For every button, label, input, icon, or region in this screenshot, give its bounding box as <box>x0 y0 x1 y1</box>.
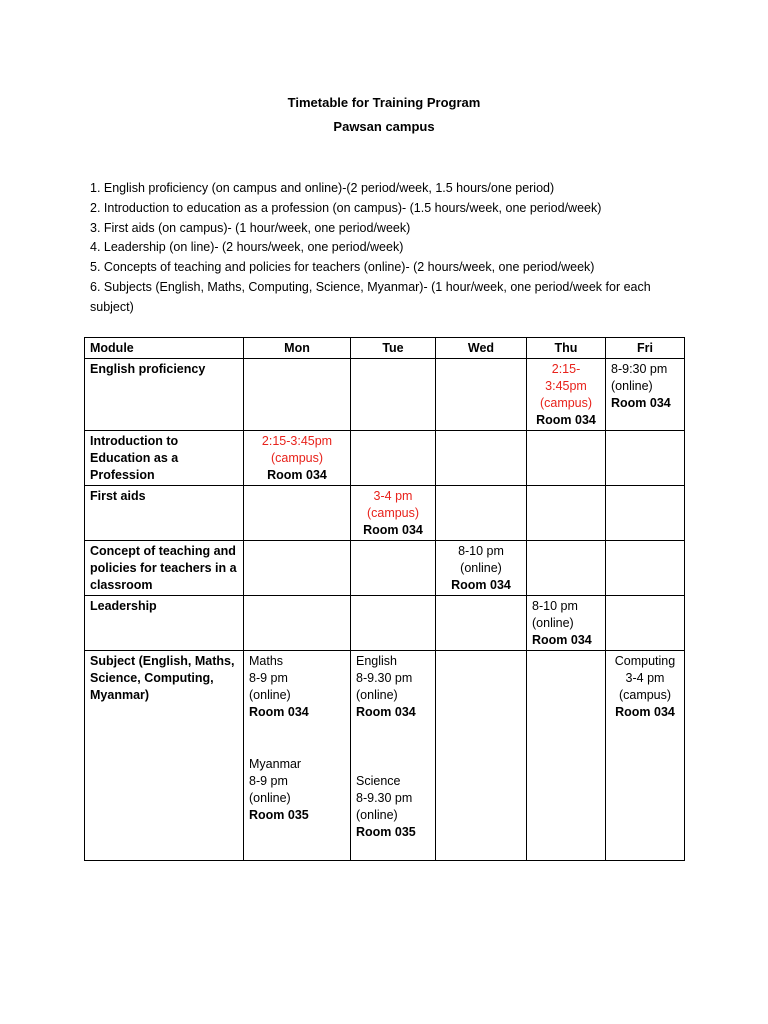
empty-cell <box>436 596 527 651</box>
session-room: Room 034 <box>356 705 416 719</box>
session-cell <box>527 359 606 431</box>
empty-cell <box>244 541 351 596</box>
session-time: 8-9 pm <box>249 774 288 788</box>
empty-cell <box>351 541 436 596</box>
header-mon: Mon <box>244 338 351 359</box>
empty-cell <box>244 359 351 431</box>
timetable <box>84 337 685 861</box>
session-room: Room 034 <box>615 705 675 719</box>
session-mode: (online) <box>611 379 653 393</box>
session-cell <box>244 431 351 486</box>
session-time: 2:15-3:45pm <box>261 434 333 448</box>
session-subject: Science <box>356 774 401 788</box>
session-mode: (online) <box>532 616 574 630</box>
header-fri: Fri <box>606 338 685 359</box>
empty-cell <box>351 596 436 651</box>
session-time: 8-9.30 pm <box>356 671 413 685</box>
session-mode: (online) <box>460 561 502 575</box>
empty-cell <box>244 596 351 651</box>
header-module: Module <box>85 338 244 359</box>
module-cell: Concept of teaching and policies for teachers in a classroom <box>85 541 244 596</box>
session-room: Room 034 <box>267 468 327 482</box>
table-header-row <box>85 338 685 359</box>
session-subject: Myanmar <box>249 757 302 771</box>
session-room: Room 034 <box>532 633 592 647</box>
empty-cell <box>606 431 685 486</box>
session-time: 8-10 pm <box>458 544 504 558</box>
session-cell <box>351 486 436 541</box>
empty-cell <box>606 486 685 541</box>
session-time: 8-10 pm <box>532 599 578 613</box>
session-cell <box>436 541 527 596</box>
module-cell: Leadership <box>85 596 244 651</box>
document-subtitle: Pawsan campus <box>333 119 435 134</box>
session-room: Room 034 <box>536 413 596 427</box>
session-room: Room 034 <box>451 578 511 592</box>
session-mode: (online) <box>249 688 291 702</box>
empty-cell <box>436 651 527 861</box>
session-mode: (campus) <box>366 506 420 520</box>
table-row <box>85 486 685 541</box>
session-mode: (online) <box>356 688 398 702</box>
session-room: Room 035 <box>249 808 309 822</box>
session-time: 8-9 pm <box>249 671 288 685</box>
list-item: 5. Concepts of teaching and policies for teachers (online)- (2 hours/week, one period/week) <box>90 260 595 275</box>
header-tue: Tue <box>351 338 436 359</box>
session-subject: Maths <box>249 654 284 668</box>
session-mode: (online) <box>249 791 291 805</box>
session-mode: (online) <box>356 808 398 822</box>
table-row <box>85 359 685 431</box>
empty-cell <box>436 431 527 486</box>
modules-list <box>90 179 690 318</box>
empty-cell <box>351 359 436 431</box>
session-mode: (campus) <box>618 688 672 702</box>
cell-spacer <box>356 721 430 773</box>
session-cell <box>351 651 436 861</box>
empty-cell <box>527 486 606 541</box>
empty-cell <box>527 651 606 861</box>
table-row <box>85 431 685 486</box>
session-time: 8-9:30 pm <box>611 362 668 376</box>
empty-cell <box>606 596 685 651</box>
cell-spacer <box>249 721 345 756</box>
session-time: 3-4 pm <box>625 671 665 685</box>
empty-cell <box>436 486 527 541</box>
empty-cell <box>527 431 606 486</box>
session-cell <box>527 596 606 651</box>
module-cell: Introduction to Education as a Profession <box>85 431 244 486</box>
session-mode: (campus) <box>539 396 593 410</box>
list-item: 6. Subjects (English, Maths, Computing, Science, Myanmar)- (1 hour/week, one period/week for each subject) <box>90 279 651 314</box>
empty-cell <box>606 541 685 596</box>
module-cell: English proficiency <box>85 359 244 431</box>
session-cell <box>606 651 685 861</box>
empty-cell <box>527 541 606 596</box>
session-cell <box>244 651 351 861</box>
header-thu: Thu <box>527 338 606 359</box>
session-cell <box>606 359 685 431</box>
list-item: 4. Leadership (on line)- (2 hours/week, one period/week) <box>90 240 404 255</box>
session-room: Room 034 <box>249 705 309 719</box>
session-mode: (campus) <box>270 451 324 465</box>
table-row <box>85 651 685 861</box>
module-cell: Subject (English, Maths, Science, Computing, Myanmar) <box>85 651 244 861</box>
document-title: Timetable for Training Program <box>287 95 481 110</box>
empty-cell <box>244 486 351 541</box>
list-item: 1. English proficiency (on campus and online)-(2 period/week, 1.5 hours/one period) <box>90 181 555 195</box>
session-subject: Computing <box>614 654 676 668</box>
module-cell: First aids <box>85 486 244 541</box>
list-item: 3. First aids (on campus)- (1 hour/week, one period/week) <box>90 220 411 235</box>
session-subject: English <box>356 654 397 668</box>
empty-cell <box>351 431 436 486</box>
session-room: Room 034 <box>363 523 423 537</box>
empty-cell <box>436 359 527 431</box>
session-time: 8-9.30 pm <box>356 791 413 805</box>
table-row <box>85 541 685 596</box>
session-room: Room 035 <box>356 825 416 839</box>
header-wed: Wed <box>436 338 527 359</box>
session-time: 2:15-3:45pm <box>545 362 587 393</box>
session-room: Room 034 <box>611 396 671 410</box>
list-item: 2. Introduction to education as a profession (on campus)- (1.5 hours/week, one period/week) <box>90 200 602 215</box>
session-time: 3-4 pm <box>373 489 413 503</box>
table-row <box>85 596 685 651</box>
